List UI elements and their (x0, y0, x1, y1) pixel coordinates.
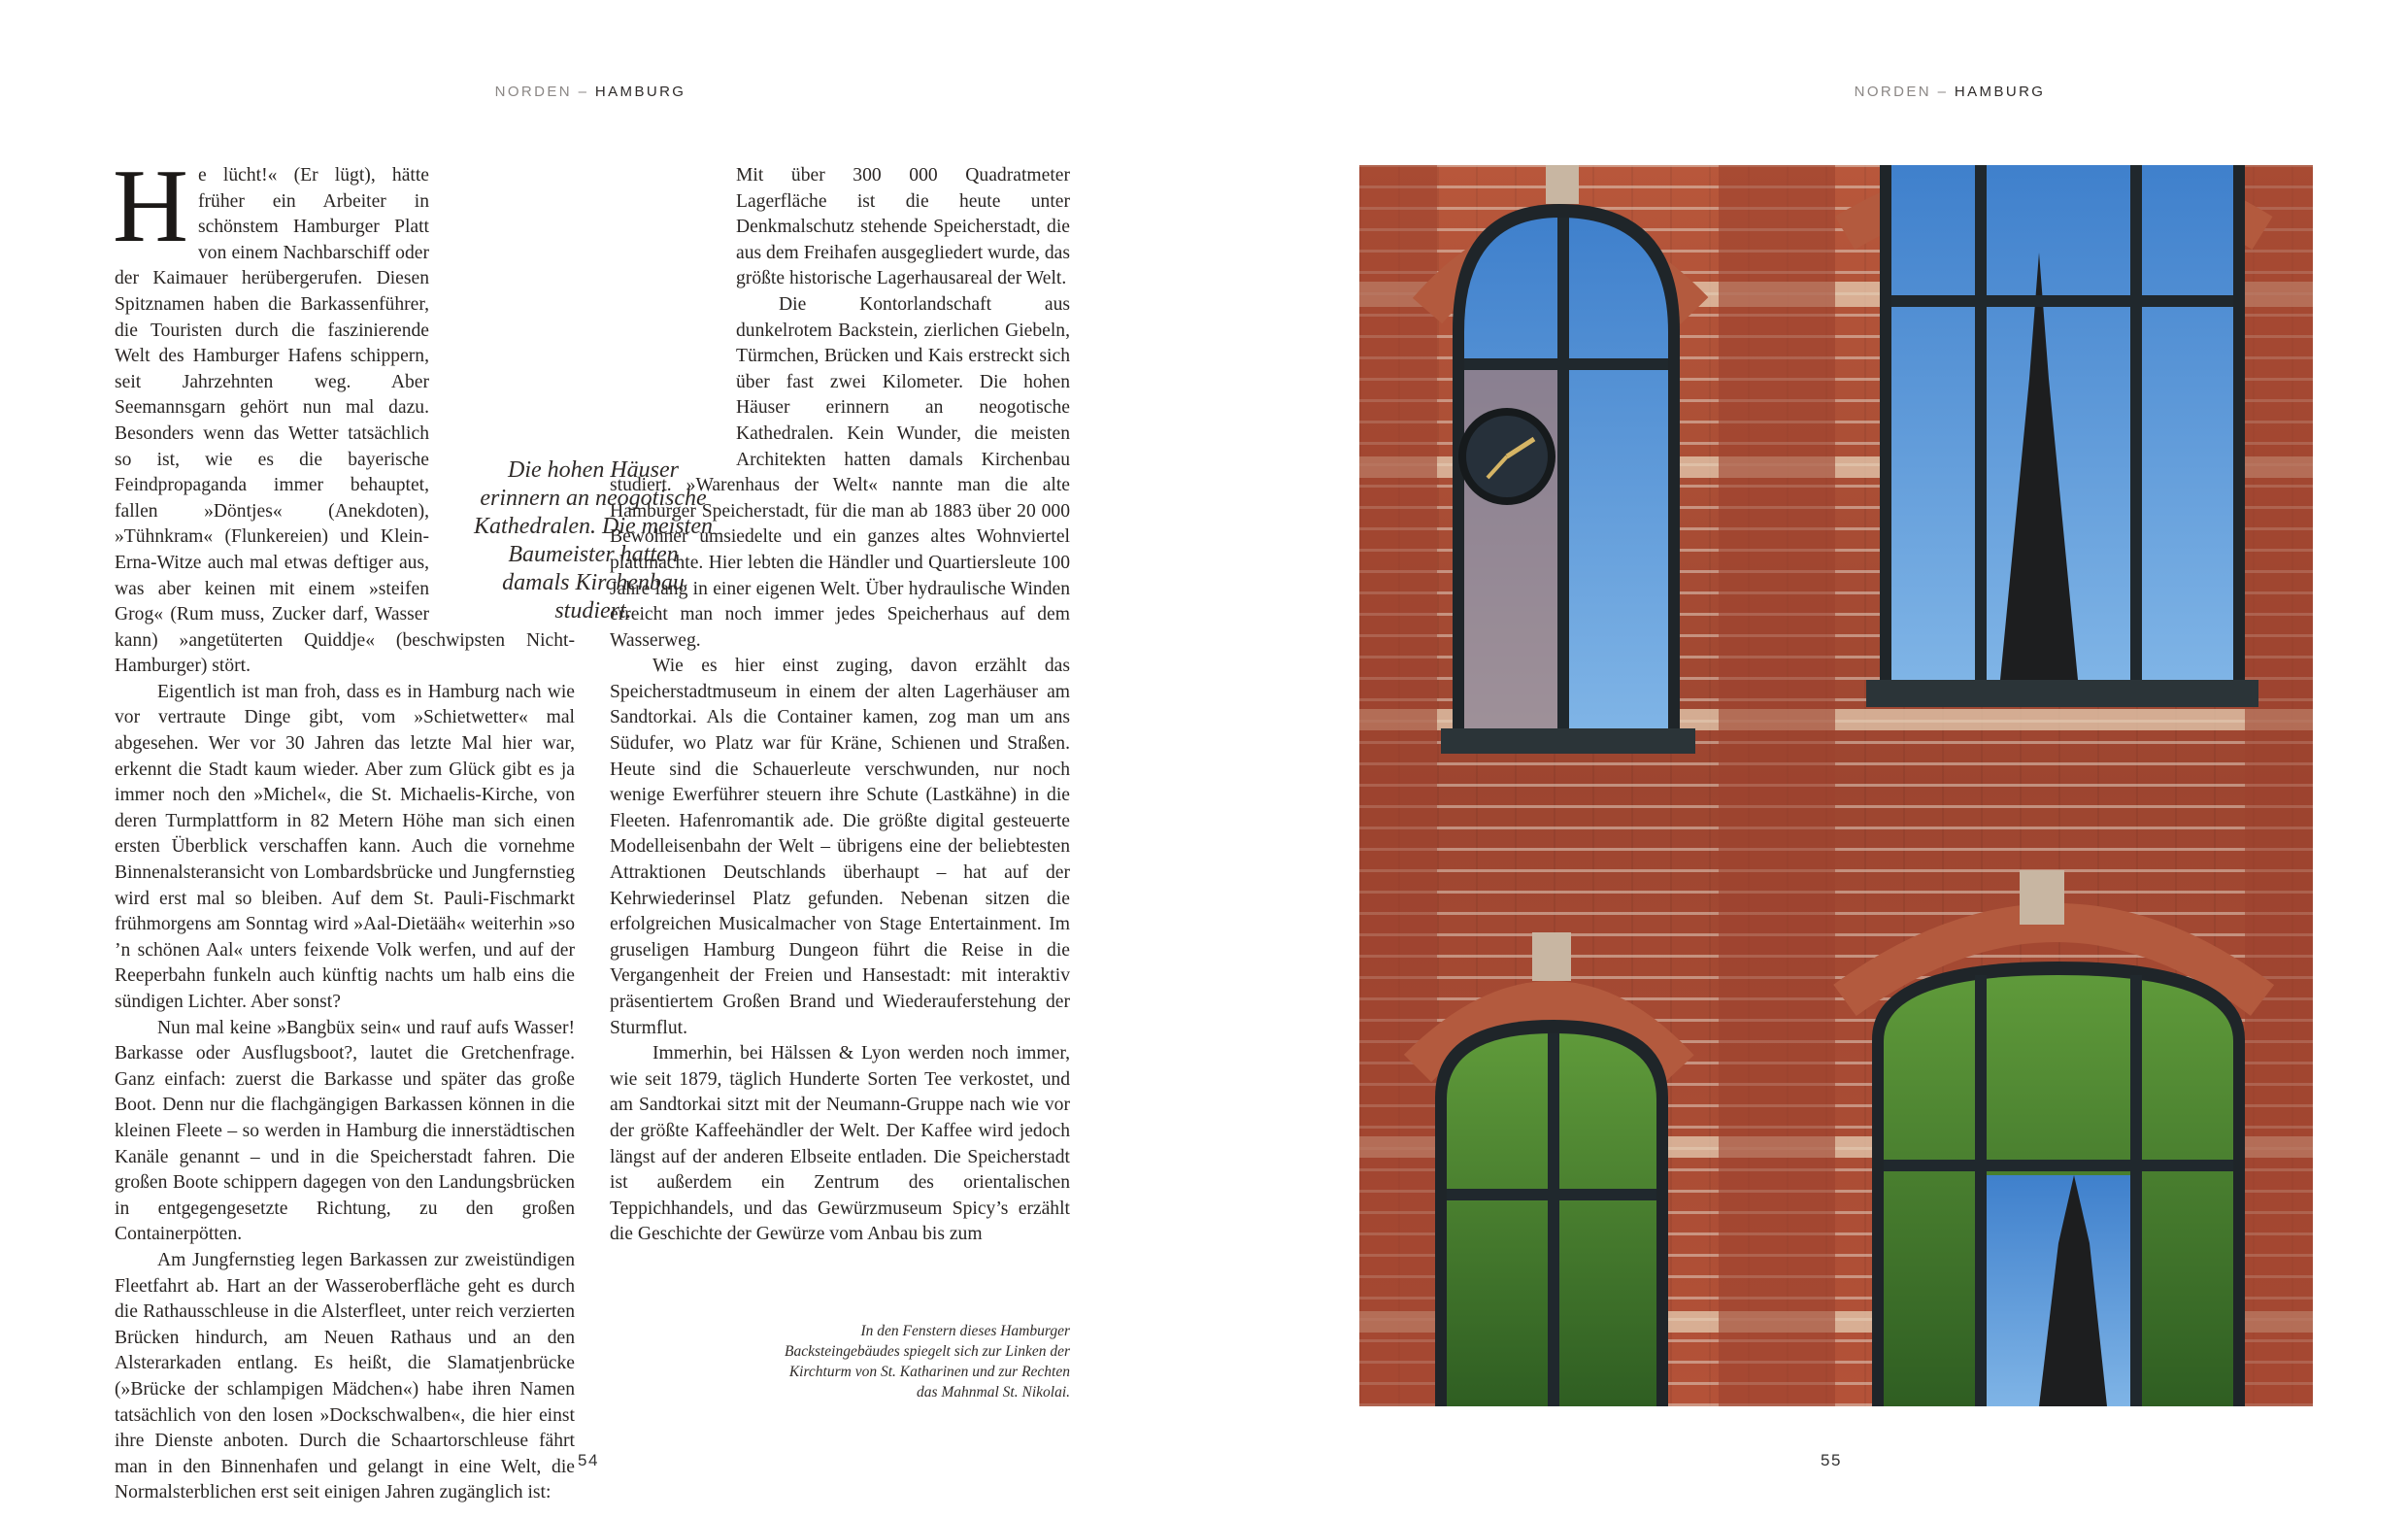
window-lower-right (1872, 962, 2245, 1406)
brick-facade-photo (1359, 165, 2313, 1406)
running-head-right: NORDEN – HAMBURG (1854, 84, 2046, 100)
page-number-right: 55 (1821, 1451, 1842, 1469)
drop-cap: H (113, 149, 188, 264)
text-column-2 (610, 163, 1070, 1248)
page-number-left: 54 (578, 1451, 599, 1469)
running-head-left: NORDEN – HAMBURG (494, 84, 686, 100)
paragraph: Die Kontorlandschaft aus dunkelrotem Backstein, zierlichen Giebeln, Türmchen, Brücken und Kais erstreckt sich über fast zwei Kilometer. Die hohen Häuser erinnern an neogotische Kathedralen. Kein Wunder, die meisten Architekten hatten damals Kirchenbau studiert. »Warenhaus der Welt« nannte man die alte Hamburger Speicherstadt, für die man ab 1883 über 20 000 Bewohner umsiedelte und ein ganzes altes Wohnviertel plattmachte. Hier lebten die Händler und Quartiersleute 100 Jahre lang in einer eigenen Welt. Über hydraulische Winden erreicht man noch immer jedes Speicherhaus auf dem Wasserweg. (610, 293, 1070, 651)
facade-illustration (1359, 165, 2313, 1406)
paragraph: Am Jungfernstieg legen Barkassen zur zweistündigen Fleetfahrt ab. Hart an der Wasseroberfläche geht es durch die Rathausschleuse in die Alsterfleet, unter reich verzierten Brücken hindurch, am Neuen Rathaus und an den Alsterarkaden entlang. Es heißt, die Slamatjenbrücke (»Brücke der schlampigen Mädchen«) habe ihren Namen tatsächlich von den losen »Dockschwalben«, die hier einst ihre Dienste anboten. Durch die Schaartorschleuse fährt man in den Binnenhafen und gelangt in eine Welt, die Normalsterblichen erst seit einigen Jahren zugänglich ist: (115, 1249, 575, 1503)
photo-caption: In den Fenstern dieses Hamburger Backsteingebäudes spiegelt sich zur Linken der Kirchturm von St. Katharinen und zur Rechten das Mahnmal St. Nikolai. (784, 1323, 1070, 1401)
pullquote: Die hohen Häuser erinnern an neogotische Kathedralen. Die meisten Baumeister hatten damals Kirchenbau studiert. (474, 457, 713, 624)
right-page (1204, 0, 2408, 1519)
pullquote-gap-right (610, 268, 736, 466)
paragraph: Nun mal keine »Bangbüx sein« und rauf aufs Wasser! Barkasse oder Ausflugsboot?, lautet die Gretchenfrage. Ganz einfach: zuerst die Barkasse und später das große Boot. Denn nur die flachgängigen Barkassen können in die kleinen Fleete – so werden in Hamburg die innerstädtischen Kanäle genannt – und in die Speicherstadt fahren. Die großen Boote schippern dagegen von den Landungsbrücken in entgegengesetzte Richtung, zu den großen Containerpötten. (115, 1017, 575, 1245)
window-lower-left (1435, 1020, 1668, 1406)
window-upper-left (1441, 204, 1695, 754)
paragraph: He lücht!« (Er lügt), hätte früher ein Arbeiter in schönstem Hamburger Platt von einem Nachbarschiff oder der Kaimauer herübergerufen. Diesen Spitznamen haben die Barkassenführer, die Touristen durch die faszinierende Welt des Hamburger Hafens schippern, seit Jahrzehnten weg. Aber Seemannsgarn gehört nun mal dazu. Besonders wenn das Wetter tatsächlich so ist, wie es die bayerische Feindpropaganda immer behauptet, fallen »Döntjes« (Anekdoten), »Tühnkram« (Flunkereien) und Klein-Erna-Witze auch mal etwas deftiger aus, was aber keinen mit einem »steifen Grog« (Rum muss, Zucker darf, Wasser kann) »angetüterten Quiddje« (beschwipsten Nicht-Hamburger) stört. (113, 149, 575, 677)
paragraph: Mit über 300 000 Quadratmeter Lagerfläche ist die heute unter Denkmalschutz stehende Speicherstadt, die aus dem Freihafen ausgegliedert wurde, das größte historische Lagerhausareal der Welt. (736, 165, 1070, 289)
paragraph: Immerhin, bei Hälssen & Lyon werden noch immer, wie seit 1879, täglich Hunderte Sorten Tee verkostet, und am Sandtorkai sitzt mit der Neumann-Gruppe nach wie vor der größte Kaffeehändler der Welt. Der Kaffee wird jedoch längst auf der anderen Elbseite entladen. Die Speicherstadt ist außerdem ein Zentrum des orientalischen Teppichhandels, und das Gewürzmuseum Spicy’s erzählt die Geschichte der Gewürze vom Anbau bis zum (610, 1043, 1070, 1245)
paragraph: Eigentlich ist man froh, dass es in Hamburg nach wie vor vertraute Dinge gibt, vom »Schietwetter« mal abgesehen. Wer vor 30 Jahren das letzte Mal hier war, erkennt die Stadt kaum wieder. Aber zum Glück gibt es ja immer noch den »Michel«, die St. Michaelis-Kirche, von deren Turmplattform in 82 Metern Höhe man sich einen ersten Überblick verschaffen kann. Auch die vornehme Binnenalsteransicht von Lombardsbrücke und Jungfernstieg wird erst mal so bleiben. Auf dem St. Pauli-Fischmarkt frühmorgens am Sonntag wird »Aal-Dietääh« weiterhin »so ’n schönen Aal« unters feixende Volk werfen, und auf der Reeperbahn funkeln auch künftig nachts um halb eins die sündigen Lichter. Aber sonst? (115, 681, 575, 1012)
paragraph: Wie es hier einst zuging, davon erzählt das Speicherstadtmuseum in einem der alten Lagerhäuser am Sandtorkai. Als die Container kamen, zog man um ans Südufer, wo Platz war für Kräne, Schienen und Straßen. Heute sind die Schauerleute verschwunden, nur noch wenige Ewerführer steuern ihre Schute (Lastkähne) in die Fleeten. Hafenromantik ade. Die größte digital gesteuerte Modelleisenbahn der Welt – übrigens eine der beliebtesten Attraktionen Deutschlands überhaupt – hat auf der Kehrwiederinsel Platz gefunden. Nebenan sitzen die erfolgreichen Musicalmacher von Stage Entertainment. Im gruseligen Hamburg Dungeon führt die Reise in die Vergangenheit der Freien und Hansestadt: mit interaktiv präsentiertem Großen Brand und Wiederauferstehung der Sturmflut. (610, 656, 1070, 1038)
window-upper-right (1866, 165, 2258, 707)
text-column-1 (113, 149, 575, 1506)
